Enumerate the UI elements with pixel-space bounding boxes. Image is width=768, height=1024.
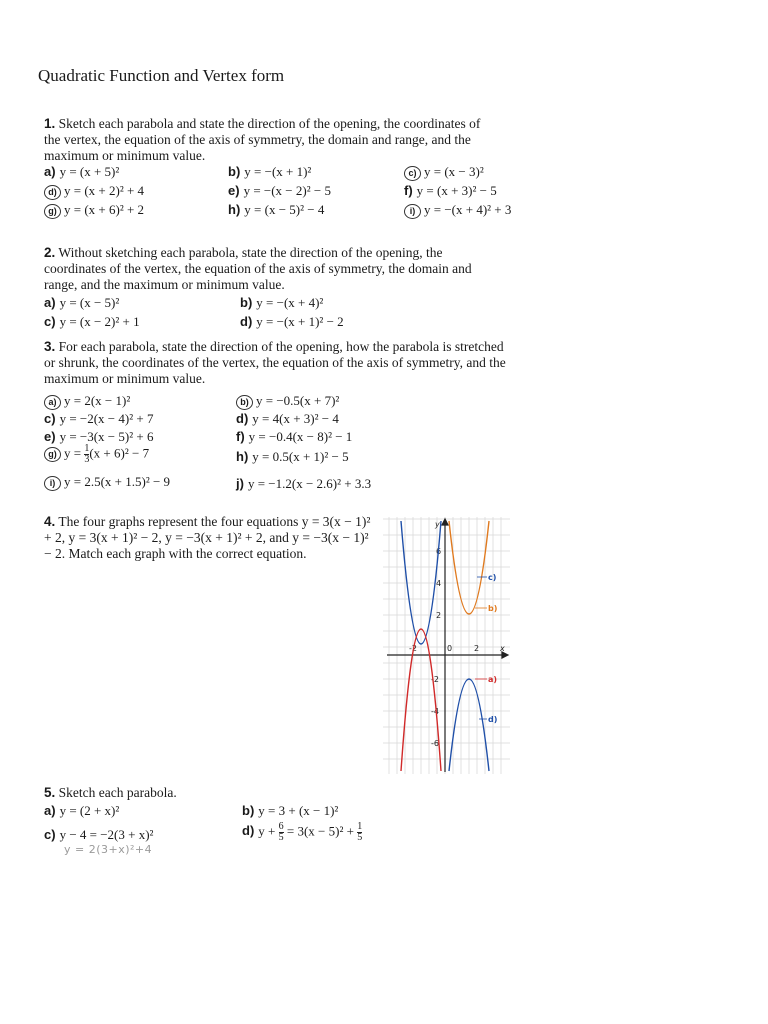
y-tick-6: 6 bbox=[436, 547, 442, 556]
fraction-one-third: $\frac{1}{3}$ bbox=[84, 443, 90, 465]
q1-item-h: h) y = (x − 5)² − 4 bbox=[228, 202, 325, 217]
curve-label-d: d) bbox=[488, 715, 498, 724]
question-1-number: 1. bbox=[44, 116, 56, 131]
q1-item-e: e) y = −(x − 2)² − 5 bbox=[228, 183, 331, 198]
q1-item-b: b) y = −(x + 1)² bbox=[228, 164, 312, 179]
question-1-body: Sketch each parabola and state the direction of the opening, the coordinates of the vertex, the equation of the axis of symmetry, the domain and range, and the maximum or minimum value. bbox=[44, 116, 481, 163]
q3-item-d: d) y = 4(x + 3)² − 4 bbox=[236, 411, 339, 426]
question-4-text bbox=[44, 514, 372, 562]
page-title: Quadratic Function and Vertex form bbox=[38, 66, 285, 85]
y-axis-label: y bbox=[435, 520, 440, 529]
q3-item-j: j) y = −1.2(x − 2.6)² + 3.3 bbox=[236, 476, 372, 491]
curve-label-c: c) bbox=[488, 573, 497, 582]
curve-label-b: b) bbox=[488, 604, 498, 613]
q5-item-a: a) y = (2 + x)² bbox=[44, 803, 120, 818]
q5-item-d: d) y + $\frac{6}{5}$ = 3(x − 5)² + $\frac{1}{5}$ bbox=[242, 821, 363, 843]
x-tick-neg2: -2 bbox=[409, 644, 417, 653]
fraction-six-fifths: $\frac{6}{5}$ bbox=[278, 821, 284, 843]
question-2-number: 2. bbox=[44, 245, 56, 260]
q3-item-a: a) y = 2(x − 1)² bbox=[44, 393, 130, 410]
q5-item-c: c) y − 4 = −2(3 + x)² bbox=[44, 827, 154, 842]
curve-label-a: a) bbox=[488, 675, 498, 684]
y-tick-4: 4 bbox=[436, 579, 442, 588]
question-2-body: Without sketching each parabola, state the direction of the opening, the coordinates of the vertex, the equation of the axis of symmetry, the domain and range, and the maximum or minimum value. bbox=[44, 245, 472, 292]
q3-item-g: g) y = $\frac{1}{3}$ (x + 6)² − 7 bbox=[44, 444, 149, 465]
q2-item-b: b) y = −(x + 4)² bbox=[240, 295, 324, 310]
q2-item-d: d) y = −(x + 1)² − 2 bbox=[240, 314, 344, 329]
question-3-number: 3. bbox=[44, 339, 56, 354]
question-4-body: The four graphs represent the four equations y = 3(x − 1)² + 2, y = 3(x + 1)² − 2, y = −3(x + 1)² + 2, and y = −3(x − 1)² − 2. Match each graph with the correct equation. bbox=[44, 514, 371, 561]
q3-item-e: e) y = −3(x − 5)² + 6 bbox=[44, 429, 154, 444]
question-4-number: 4. bbox=[44, 514, 56, 529]
q3-item-c: c) y = −2(x − 4)² + 7 bbox=[44, 411, 154, 426]
x-tick-0: 0 bbox=[447, 644, 453, 653]
x-axis-label: x bbox=[500, 644, 505, 653]
x-tick-2: 2 bbox=[474, 644, 480, 653]
fraction-one-fifth: $\frac{1}{5}$ bbox=[357, 821, 363, 843]
q2-item-a: a) y = (x − 5)² bbox=[44, 295, 120, 310]
question-3-body: For each parabola, state the direction of the opening, how the parabola is stretched or shrunk, the coordinates of the vertex, the equation of the axis of symmetry, and the maximum or minimum value. bbox=[44, 339, 506, 386]
q5-item-b: b) y = 3 + (x − 1)² bbox=[242, 803, 339, 818]
question-3-text bbox=[44, 339, 514, 387]
question-2-text bbox=[44, 245, 504, 293]
y-tick-2: 2 bbox=[436, 611, 442, 620]
question-5-text bbox=[44, 785, 344, 801]
q3-item-f: f) y = −0.4(x − 8)² − 1 bbox=[236, 429, 353, 444]
question-5-body: Sketch each parabola. bbox=[58, 785, 177, 800]
parabola-graph bbox=[383, 517, 510, 774]
y-tick-neg2: -2 bbox=[431, 675, 439, 684]
q1-item-d: d) y = (x + 2)² + 4 bbox=[44, 183, 144, 200]
y-tick-neg4: -4 bbox=[431, 707, 439, 716]
q3-item-i: i) y = 2.5(x + 1.5)² − 9 bbox=[44, 474, 170, 491]
q1-item-a: a) y = (x + 5)² bbox=[44, 164, 120, 179]
question-1-text bbox=[44, 116, 484, 164]
y-tick-neg6: -6 bbox=[431, 739, 439, 748]
question-5-number: 5. bbox=[44, 785, 56, 800]
q2-item-c: c) y = (x − 2)² + 1 bbox=[44, 314, 140, 329]
q1-item-i: i) y = −(x + 4)² + 3 bbox=[404, 202, 511, 219]
q3-item-b: b) y = −0.5(x + 7)² bbox=[236, 393, 339, 410]
q1-item-f: f) y = (x + 3)² − 5 bbox=[404, 183, 497, 198]
handwritten-note: y = 2(3+x)²+4 bbox=[64, 843, 153, 856]
q3-item-h: h) y = 0.5(x + 1)² − 5 bbox=[236, 449, 349, 464]
q1-item-g: g) y = (x + 6)² + 2 bbox=[44, 202, 144, 219]
q1-item-c: c) y = (x − 3)² bbox=[404, 164, 484, 181]
